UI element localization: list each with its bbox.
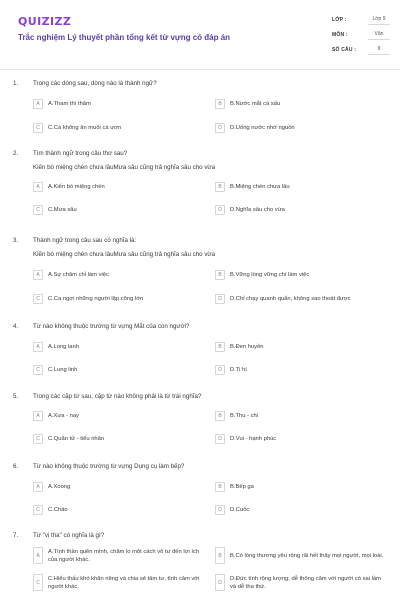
- meta-count-row: [332, 42, 390, 57]
- option-letter-box: D: [215, 574, 225, 591]
- option-letter-box: D: [215, 205, 225, 215]
- option-letter-box: D: [215, 123, 225, 133]
- meta-count-value: 9: [368, 45, 390, 55]
- option-text: B.Đen huyền: [230, 344, 264, 350]
- option-d[interactable]: [215, 365, 247, 375]
- question-text: Tìm thành ngữ trong câu thơ sau?: [33, 150, 128, 157]
- question-excerpt: Kiến bò miệng chén chưa lâuMưa sâu cũng trả nghĩa sâu cho vừa: [33, 164, 216, 171]
- option-text: D.Vui - hạnh phúc: [230, 436, 277, 442]
- option-d[interactable]: [215, 205, 285, 215]
- option-text: C.Hiểu thấu khó khăn riêng và chia sẻ tâm tư, tình cảm với người khác.: [48, 575, 200, 590]
- meta-subject-label: MÔN :: [332, 31, 348, 38]
- option-text: A.Xoong: [48, 484, 71, 490]
- option-text: D.Nghĩa sâu cho vừa: [230, 207, 285, 213]
- option-letter-box: A: [33, 482, 43, 492]
- option-text: B.Bếp ga: [230, 484, 254, 490]
- option-letter-box: C: [33, 365, 43, 375]
- option-text: A.Kiến bò miệng chén: [48, 184, 105, 190]
- option-c[interactable]: [33, 294, 143, 304]
- option-letter-box: B: [215, 182, 225, 192]
- option-text: C.Quân tử - tiểu nhân: [48, 436, 105, 442]
- option-d[interactable]: [215, 434, 276, 444]
- meta-count-label: SỐ CÂU :: [332, 46, 357, 53]
- option-b[interactable]: [215, 482, 254, 492]
- question-text: Từ "vị tha" có nghĩa là gì?: [33, 532, 105, 539]
- option-letter-box: A: [33, 547, 43, 564]
- option-b[interactable]: [215, 342, 264, 352]
- option-letter-box: A: [33, 99, 43, 109]
- question-number: 2.: [13, 150, 19, 157]
- meta-class-label: LỚP :: [332, 16, 347, 23]
- option-text: C.Cá không ăn muối cá ươn: [48, 125, 122, 131]
- option-c[interactable]: [33, 123, 121, 133]
- meta-subject-row: [332, 27, 390, 42]
- option-letter-box: D: [215, 365, 225, 375]
- option-text: D.Đức tính rộng lượng, dễ thông cảm với người có sai lầm và dễ tha thứ.: [230, 575, 381, 590]
- question-text: Trong các cặp từ sau, cặp từ nào không phải là từ trái nghĩa?: [33, 393, 202, 400]
- question-number: 5.: [13, 393, 19, 400]
- option-text: A.Tham thì thâm: [48, 101, 91, 107]
- option-text: C.Mưa sâu: [48, 207, 77, 213]
- option-d[interactable]: [215, 123, 295, 133]
- option-letter-box: C: [33, 434, 43, 444]
- option-b[interactable]: [215, 547, 385, 564]
- option-letter-box: B: [215, 482, 225, 492]
- option-text: C.Ca ngợi những người lập công lớn: [48, 296, 144, 302]
- meta-subject-value: Văn: [368, 30, 390, 40]
- option-letter-box: C: [33, 123, 43, 133]
- option-letter-box: D: [215, 505, 225, 515]
- question-excerpt: Kiến bò miệng chén chưa lâuMưa sâu cũng trả nghĩa sâu cho vừa: [33, 251, 216, 258]
- option-text: B.Có lòng thương yêu rộng rãi hết thảy mọi người, mọi loài.: [230, 552, 384, 559]
- option-a[interactable]: [33, 482, 70, 492]
- option-letter-box: C: [33, 294, 43, 304]
- option-text: A.Sự chăm chỉ làm việc: [48, 272, 109, 278]
- option-letter-box: B: [215, 342, 225, 352]
- option-b[interactable]: [215, 270, 309, 280]
- option-a[interactable]: [33, 547, 203, 564]
- question-number: 3.: [13, 237, 19, 244]
- question-number: 1.: [13, 80, 19, 87]
- option-text: A.Xưa - nay: [48, 413, 79, 419]
- option-c[interactable]: [33, 574, 203, 591]
- option-text: D.Uống nước nhớ nguồn: [230, 125, 295, 131]
- question-number: 7.: [13, 532, 19, 539]
- option-text: C.Cháo: [48, 507, 68, 513]
- option-c[interactable]: [33, 205, 77, 215]
- worksheet-meta: [332, 12, 390, 57]
- option-text: B.Vững lòng vững chí làm việc: [230, 272, 310, 278]
- option-letter-box: A: [33, 270, 43, 280]
- option-text: B.Thu - chi: [230, 413, 259, 419]
- option-letter-box: C: [33, 574, 43, 591]
- option-letter-box: A: [33, 342, 43, 352]
- option-text: D.Chỉ chạy quanh quẩn, không sao thoát được: [230, 296, 351, 302]
- question-number: 6.: [13, 463, 19, 470]
- question-number: 4.: [13, 323, 19, 330]
- option-d[interactable]: [215, 294, 350, 304]
- option-letter-box: B: [215, 270, 225, 280]
- option-letter-box: D: [215, 294, 225, 304]
- option-b[interactable]: [215, 411, 258, 421]
- option-a[interactable]: [33, 411, 79, 421]
- option-text: A.Tính thần quên mình, chăm lo một cách vô tư đến lợi ích của người khác.: [48, 548, 200, 563]
- question-text: Trong các dòng sau, dòng nào là thành ngữ?: [33, 80, 157, 87]
- option-b[interactable]: [215, 99, 280, 109]
- worksheet-header: [0, 0, 400, 70]
- option-text: C.Lung linh: [48, 367, 78, 373]
- quizizz-logo[interactable]: QUIZIZZ: [18, 15, 72, 28]
- option-letter-box: D: [215, 434, 225, 444]
- option-letter-box: B: [215, 547, 225, 564]
- option-text: B.Nước mắt cá sấu: [230, 101, 281, 107]
- meta-class-value: Lớp 9: [368, 15, 390, 25]
- option-letter-box: B: [215, 411, 225, 421]
- option-a[interactable]: [33, 182, 105, 192]
- option-a[interactable]: [33, 99, 91, 109]
- option-c[interactable]: [33, 434, 104, 444]
- option-letter-box: B: [215, 99, 225, 109]
- option-letter-box: A: [33, 411, 43, 421]
- question-text: Thành ngữ trong câu sau có nghĩa là:: [33, 237, 137, 244]
- option-letter-box: C: [33, 505, 43, 515]
- option-text: D.Cuốc: [230, 507, 250, 513]
- option-text: D.Ti hí: [230, 367, 247, 373]
- option-a[interactable]: [33, 342, 79, 352]
- option-d[interactable]: [215, 574, 385, 591]
- option-text: A.Long lanh: [48, 344, 79, 350]
- option-c[interactable]: [33, 365, 77, 375]
- worksheet-title: Trắc nghiệm Lý thuyết phần tổng kết từ vựng có đáp án: [18, 33, 231, 42]
- question-text: Từ nào không thuộc trường từ vựng Dụng cụ làm bếp?: [33, 463, 185, 470]
- option-letter-box: C: [33, 205, 43, 215]
- option-b[interactable]: [215, 182, 290, 192]
- meta-class-row: [332, 12, 390, 27]
- question-text: Từ nào không thuộc trường từ vựng Mắt của con người?: [33, 323, 190, 330]
- option-letter-box: A: [33, 182, 43, 192]
- option-c[interactable]: [33, 505, 68, 515]
- option-a[interactable]: [33, 270, 109, 280]
- option-text: B.Miệng chén chưa lâu: [230, 184, 290, 190]
- option-d[interactable]: [215, 505, 249, 515]
